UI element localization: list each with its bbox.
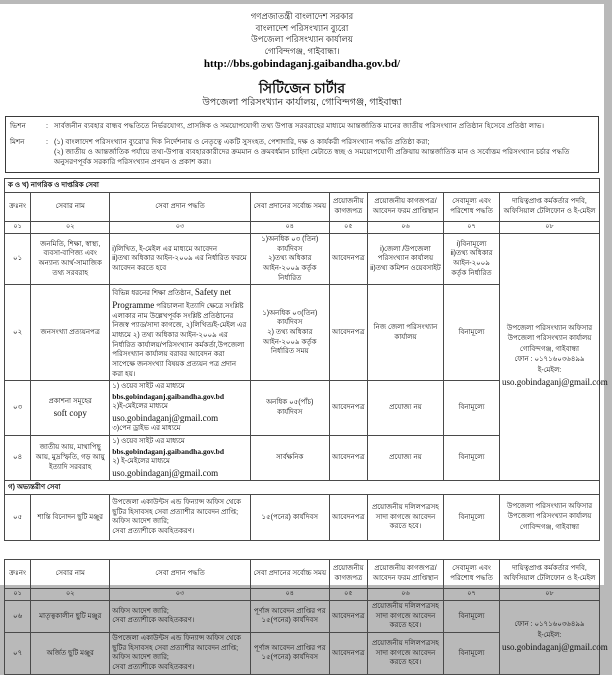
column-number-row bbox=[5, 222, 600, 234]
method-cell bbox=[110, 600, 250, 632]
service-name-cell: জাতীয় আয়, মাথাপিছু আয়, মুদ্রস্ফিতি, গড় আয়ু ইত্যাদি সরবরাহ bbox=[31, 435, 110, 480]
service-name-cell bbox=[31, 381, 110, 436]
table-header-row bbox=[5, 559, 600, 588]
officer-line: উপজেলা পরিসংখ্যান অফিসার bbox=[506, 324, 593, 332]
method-line: ২) ই-মেইলের মাধ্যমে bbox=[112, 457, 170, 465]
fee-cell: বিনামূল্যে bbox=[444, 285, 500, 381]
source-cell: প্রয়োজনীয় দলিলপত্রসহ সাদা কাগজে আবেদন করতে হবে। bbox=[367, 494, 443, 540]
col-serial-header: ক্রঃনং bbox=[5, 559, 31, 588]
col-serial-header: ক্রঃনং bbox=[5, 193, 31, 222]
time-cell bbox=[250, 632, 329, 674]
services-table-1 bbox=[4, 178, 608, 541]
fee-line: ii)তথ্য অধিকার আইন-২০০৯ কর্তৃক নির্ধারিত bbox=[450, 250, 493, 277]
method-email: uso.gobindaganj@gmail.com bbox=[112, 467, 219, 478]
col-num: ০৩ bbox=[110, 588, 250, 600]
col-num: ০৪ bbox=[250, 222, 329, 234]
officer-contact-cell bbox=[499, 494, 599, 540]
time-line: ১৫(পনের) কার্যদিবস bbox=[261, 654, 318, 662]
document-header bbox=[0, 4, 604, 109]
method-line: i)লিখিত, ই-মেইল এর মাধ্যমে আবেদন bbox=[112, 245, 218, 253]
serial-cell: ০৪ bbox=[5, 435, 31, 480]
officer-line: উপজেলা পরিসংখ্যান অফিসার bbox=[506, 502, 593, 510]
officer-phone: ফোন : ০১৭১৬০৩৬৪৯৯ bbox=[514, 356, 585, 364]
time-cell: অনধিক ০৫(পাঁচ) কার্যদিবস bbox=[250, 381, 329, 436]
mission-text bbox=[54, 137, 592, 167]
section-1-row bbox=[5, 179, 600, 193]
source-cell: প্রয়োজনীয় দলিলপত্রসহ সাদা কাগজে আবেদন করতে হবে। bbox=[367, 600, 443, 632]
vision-row bbox=[10, 121, 592, 131]
time-cell bbox=[250, 234, 329, 285]
col-fee-header: সেবামূল্য এবং পরিশোধ পদ্ধতি bbox=[444, 193, 500, 222]
time-line: পূর্ণাঙ্গ আবেদন প্রাপ্তির পর bbox=[253, 644, 326, 652]
col-num: ০১ bbox=[5, 588, 31, 600]
col-num: ০৫ bbox=[329, 588, 367, 600]
col-officer-header: দায়িত্বপ্রাপ্ত কর্মকর্তার পদবি, অফিসিয়াল টেলিফোন ও ই-মেইল bbox=[499, 559, 599, 588]
serial-cell: ০২ bbox=[5, 285, 31, 381]
papers-cell: আবেদনপত্র bbox=[329, 632, 367, 674]
method-line: সেবা প্রত্যাশীকে অবহিতকরণ। bbox=[112, 528, 195, 536]
method-cell bbox=[110, 632, 250, 674]
papers-cell: আবেদনপত্র bbox=[329, 600, 367, 632]
mission-point-2: (২) জাতীয় ও আন্তর্জাতিক পর্যায়ে তথ্য-উপাত্ত ব্যবহারকারীদের ক্রমমান ও ক্রমবর্ধমান চাহিদা মেটাতে স্বচ্ছ ও সময়োপযোগী প্রক্রিয়ায় আন্তর্জাতিক মান ও সর্বোত্তম পরিসংখ্যান চর্চার পদ্ধতি অনুসরণপূর্বক সরকারি পরিসংখ্যান প্রণয়ন ও প্রকাশ করা। bbox=[54, 147, 570, 166]
col-num: ০২ bbox=[31, 222, 110, 234]
serial-cell: ০৬ bbox=[5, 600, 31, 632]
officer-email: uso.gobindaganj@gmail.com bbox=[501, 642, 608, 653]
col-num: ০৫ bbox=[329, 222, 367, 234]
time-line: পূর্ণাঙ্গ আবেদন প্রাপ্তির পর bbox=[253, 607, 326, 615]
time-cell bbox=[250, 600, 329, 632]
papers-cell: আবেদনপত্র bbox=[329, 381, 367, 436]
section-1-title: ক ও খ) নাগরিক ও দাপ্তরিক সেবা bbox=[5, 179, 600, 193]
mission-colon: : bbox=[46, 137, 48, 146]
serial-cell: ০১ bbox=[5, 234, 31, 285]
source-cell: প্রযোজ্য নয় bbox=[367, 381, 443, 436]
time-line: ১৫(পনের) কার্যদিবস bbox=[261, 617, 318, 625]
method-cell bbox=[110, 285, 250, 381]
service-name-cell: অর্জিত ছুটি মঞ্জুর bbox=[31, 632, 110, 674]
vision-colon: : bbox=[46, 121, 48, 130]
service-name-line: প্রকাশনা সমূহের bbox=[48, 398, 92, 406]
col-max-time-header: সেবা প্রদানের সর্বোচ্চ সময় bbox=[250, 559, 329, 588]
column-number-row bbox=[5, 588, 600, 600]
col-num: ০৮ bbox=[499, 222, 599, 234]
method-line: ১) ওয়েব সাইট এর মাধ্যমে bbox=[112, 437, 185, 445]
table-header-row bbox=[5, 193, 600, 222]
method-line: সেবা প্রত্যাশীকে অবহিতকরণ। bbox=[112, 664, 195, 672]
officer-email: uso.gobindaganj@gmail.com bbox=[501, 377, 608, 388]
officer-email-label: ই-মেইল: bbox=[537, 631, 562, 639]
method-cell bbox=[110, 234, 250, 285]
method-line: উপজেলা একাউন্টস এন্ড ফিন্যান্স অফিস থেকে ছুটির হিসাবসহ সেবা প্রত্যাশীর আবেদন প্রাপ্তি; bbox=[112, 635, 242, 652]
source-cell: নিজ জেলা পরিসংখ্যান কার্যালয় bbox=[367, 285, 443, 381]
officer-contact-cell bbox=[499, 600, 608, 674]
page-title: সিটিজেন চার্টার bbox=[258, 80, 346, 96]
method-website: bbs.gobindaganj.gaibandha.gov.bd bbox=[112, 391, 225, 401]
col-num: ০৩ bbox=[110, 222, 250, 234]
fee-cell bbox=[444, 234, 500, 285]
time-line: ১)অনধিক ০৩ (তিন) কার্যদিবস bbox=[261, 236, 319, 253]
method-cell bbox=[110, 381, 250, 436]
time-cell: ১৫(পনের) কার্যদিবস bbox=[250, 494, 329, 540]
service-name-cell: জনসংখ্যা প্রত্যয়নপত্র bbox=[31, 285, 110, 381]
col-form-source-header: প্রয়োজনীয় কাগজপত্র/ আবেদন ফরম প্রাপ্তিস্থান bbox=[367, 193, 443, 222]
col-papers-header: প্রয়োজনীয় কাগজপত্র bbox=[329, 193, 367, 222]
papers-cell: আবেদনপত্র bbox=[329, 234, 367, 285]
fee-cell: বিনামূল্যে bbox=[444, 600, 500, 632]
col-num: ০১ bbox=[5, 222, 31, 234]
serial-cell: ০৫ bbox=[5, 494, 31, 540]
vision-label: ভিশন bbox=[10, 121, 26, 130]
service-name-cell: জনমিতি, শিক্ষা, স্বাস্থ্য, ব্যবসা-বাণিজ্য এবং অন্যান্য আর্থ-সামাজিক তথ্য সরবরাহ bbox=[31, 234, 110, 285]
source-cell: প্রযোজ্য নয় bbox=[367, 435, 443, 480]
col-officer-header: দায়িত্বপ্রাপ্ত কর্মকর্তার পদবি, অফিসিয়াল টেলিফোন ও ই-মেইল bbox=[499, 193, 599, 222]
method-line: উপজেলা একাউন্টস এন্ড ফিন্যান্স অফিস থেকে ছুটির হিসাবসহ সেবা প্রত্যাশীর আবেদন প্রাপ্তি; bbox=[112, 499, 242, 516]
col-max-time-header: সেবা প্রদানের সর্বোচ্চ সময় bbox=[250, 193, 329, 222]
time-cell: সার্বক্ষনিক bbox=[250, 435, 329, 480]
officer-line: উপজেলা পরিসংখ্যান কার্যালয় bbox=[507, 513, 592, 521]
method-line: অফিস আদেশ জারি; bbox=[112, 518, 169, 526]
method-email: uso.gobindaganj@gmail.com bbox=[112, 412, 219, 423]
source-cell bbox=[367, 234, 443, 285]
table-row bbox=[5, 494, 600, 540]
officer-line: গোবিন্দগঞ্জ, গাইবান্ধা bbox=[519, 345, 580, 353]
col-num: ০৮ bbox=[499, 588, 599, 600]
col-num: ০৪ bbox=[250, 588, 329, 600]
method-line: ৩)পেন ড্রাইভ এর মাধ্যমে bbox=[112, 425, 181, 433]
location-line: গোবিন্দগঞ্জ, গাইবান্ধা। bbox=[264, 45, 340, 56]
bureau-line: বাংলাদেশ পরিসংখ্যান ব্যুরো bbox=[255, 22, 349, 33]
method-text: বিভিন্ন ধরনের শিক্ষা প্রতিষ্ঠান, bbox=[112, 290, 193, 298]
time-cell bbox=[250, 285, 329, 381]
method-cell bbox=[110, 494, 250, 540]
officer-email-label: ই-মেইল: bbox=[537, 366, 562, 374]
mission-row bbox=[10, 137, 592, 167]
col-num: ০২ bbox=[31, 588, 110, 600]
page-subtitle: উপজেলা পরিসংখ্যান কার্যালয়, গোবিন্দগঞ্জ, গাইবান্ধা bbox=[202, 97, 402, 108]
table-row bbox=[5, 234, 600, 285]
fee-line: i)বিনামূল্যে bbox=[456, 240, 487, 248]
section-2-title: গ) অভ্যন্তরীণ সেবা bbox=[5, 480, 600, 494]
method-line: ২)ই-মেইলের মাধ্যমে bbox=[112, 403, 168, 411]
fee-cell: বিনামূল্যে bbox=[444, 435, 500, 480]
table-row bbox=[5, 600, 600, 632]
vision-text: সার্বজনীন ব্যবহার বান্ধব পদ্ধতিতে নির্ভরযোগ্য, প্রাসঙ্গিক ও সময়োপযোগী তথ্য উপাত্ত সরবরাহের মাধ্যমে আন্তর্জাতিক মানের জাতীয় পরিসংখ্যান প্রতিষ্ঠান হিসেবে প্রতিষ্ঠা লাভ। bbox=[54, 121, 545, 130]
source-line: i)জেলা /উপজেলা পরিসংখ্যান কার্যালয় bbox=[377, 245, 434, 263]
col-num: ০৬ bbox=[367, 588, 443, 600]
office-line: উপজেলা পরিসংখ্যান কার্যালয় bbox=[251, 34, 353, 44]
serial-cell: ০৩ bbox=[5, 381, 31, 436]
col-method-header: সেবা প্রদান পদ্ধতি bbox=[110, 559, 250, 588]
method-line: ১) ওয়েব সাইট এর মাধ্যমে bbox=[112, 383, 185, 391]
method-line: সেবা প্রত্যাশীকে অবহিতকরণ। bbox=[112, 617, 195, 625]
officer-line: উপজেলা পরিসংখ্যান কার্যালয় bbox=[507, 335, 592, 343]
papers-cell: আবেদনপত্র bbox=[329, 285, 367, 381]
officer-phone: ফোন : ০১৭১৬০৩৬৪৯৯ bbox=[514, 621, 585, 629]
section-2-row bbox=[5, 480, 600, 494]
col-num: ০৭ bbox=[444, 588, 500, 600]
method-line: অফিস আদেশ জারি; bbox=[112, 607, 169, 615]
fee-cell: বিনামূল্যে bbox=[444, 381, 500, 436]
document-page bbox=[0, 4, 608, 672]
col-num: ০৭ bbox=[444, 222, 500, 234]
officer-contact-cell bbox=[499, 234, 608, 481]
col-service-name-header: সেবার নাম bbox=[31, 193, 110, 222]
mission-label: মিশন bbox=[10, 137, 25, 146]
col-papers-header: প্রয়োজনীয় কাগজপত্র bbox=[329, 559, 367, 588]
method-cell bbox=[110, 435, 250, 480]
method-website: bbs.gobindaganj.gaibandha.gov.bd bbox=[112, 446, 225, 456]
time-line: ২)তথ্য অধিকার আইন-২০০৯ কর্তৃক নির্ধারিত bbox=[263, 255, 317, 282]
col-num: ০৬ bbox=[367, 222, 443, 234]
fee-cell: বিনামূল্যে bbox=[444, 494, 500, 540]
method-line: অফিস আদেশ জারি; bbox=[112, 654, 169, 662]
service-name-cell: শান্তি বিনোদন ছুটি মঞ্জুর bbox=[31, 494, 110, 540]
col-form-source-header: প্রয়োজনীয় কাগজপত্র/ আবেদন ফরম প্রাপ্তিস্থান bbox=[367, 559, 443, 588]
papers-cell: আবেদনপত্র bbox=[329, 494, 367, 540]
method-line: ii)তথ্য অধিকার আইন-২০০৯ এর নির্ধারিত ফরমে আবেদন করতে হবে bbox=[112, 255, 247, 272]
time-line: ১)অনধিক ০৩(তিন) কার্যদিবস bbox=[262, 309, 318, 327]
mission-point-1: (১) বাংলাদেশ পরিসংখ্যান ব্যুরো'র দিক নির্দেশনায় ও নেতৃত্বে একটি সুসংহত, পেশাদারি, দক্ষ ও কার্যকরী পরিসংখ্যান পদ্ধতি প্রতিষ্ঠা করা; bbox=[54, 137, 430, 146]
time-line: ২) তথ্য অধিকার আইন-২০০৯ কর্তৃক নির্ধারিত সময় bbox=[263, 328, 317, 356]
papers-cell: আবেদনপত্র bbox=[329, 435, 367, 480]
website-url: http://bbs.gobindaganj.gaibandha.gov.bd/ bbox=[203, 58, 401, 70]
fee-cell: বিনামূল্যে bbox=[444, 632, 500, 674]
service-name-cell: মাতৃত্বকালীন ছুটি মঞ্জুর bbox=[31, 600, 110, 632]
govt-line: গণপ্রজাতন্ত্রী বাংলাদেশ সরকার bbox=[250, 11, 354, 21]
col-method-header: সেবা প্রদান পদ্ধতি bbox=[110, 193, 250, 222]
service-name-english: soft copy bbox=[53, 407, 87, 418]
col-service-name-header: সেবার নাম bbox=[31, 559, 110, 588]
method-english-text: Safety net Programme bbox=[112, 287, 232, 310]
source-cell: প্রয়োজনীয় দলিলপত্রসহ সাদা কাগজে আবেদন করতে হবে। bbox=[367, 632, 443, 674]
officer-line: গোবিন্দগঞ্জ, গাইবান্ধা bbox=[519, 523, 580, 531]
vision-mission-box bbox=[5, 116, 599, 173]
source-line: ii)তথ্য কমিশন ওয়েবসাইট bbox=[370, 264, 441, 272]
method-text: পরিচালনা ইত্যাদি ক্ষেত্রে সংশ্লিষ্ট এলাকার নাম উল্লেখপূর্বক সংশ্লিষ্ট প্রতিষ্ঠানের নিজস্ব প্যাড/সাদা কাগজে, ২)লিখিত/ই-মেইল এর মাধ্যমে ২) তথ্য অধিকার আইন-২০০৯ এর নির্ধারিত কার্যালয়/পরিসংখ্যান কর্মকর্তা,উপজেলা পরিসংখ্যান কার্যালয় বরাবর আবেদন করা সাপেক্ষে জনসংখ্যা বিষয়ক প্রত্যয়ন পত্র প্রদান করা হয়। bbox=[112, 302, 247, 378]
services-table-2 bbox=[4, 559, 608, 675]
serial-cell: ০৭ bbox=[5, 632, 31, 674]
col-fee-header: সেবামূল্য এবং পরিশোধ পদ্ধতি bbox=[444, 559, 500, 588]
